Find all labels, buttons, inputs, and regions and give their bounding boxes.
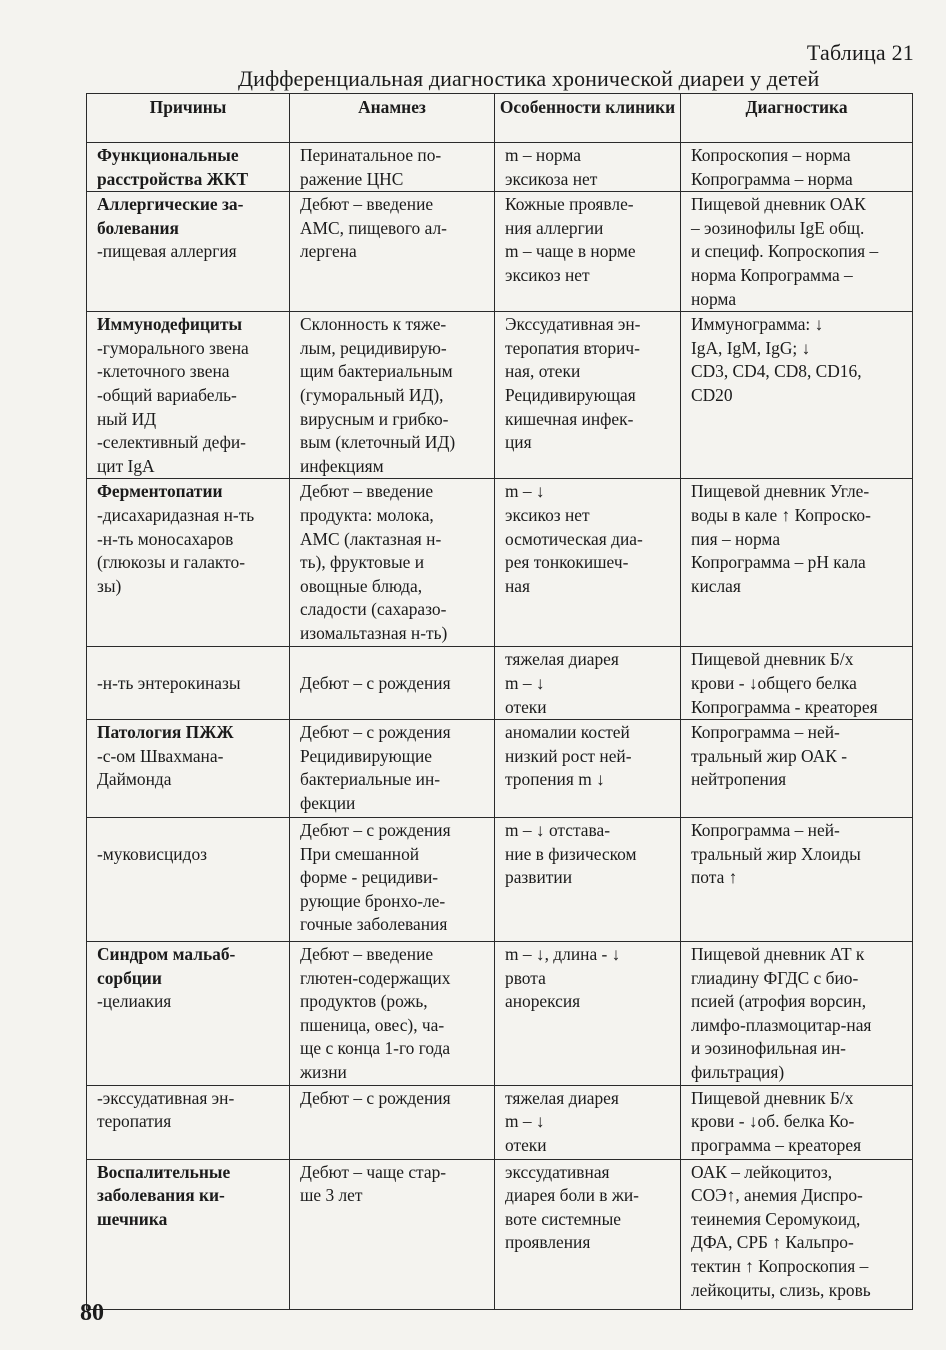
cause-line: -экссудативная эн- bbox=[97, 1087, 235, 1108]
cell-line: Пищевой дневник АТ к bbox=[691, 944, 865, 965]
cell-line: теропатия вторич- bbox=[505, 337, 640, 358]
table-row bbox=[87, 1085, 913, 1159]
cell-line: ДФА, СРБ ↑ Кальпро- bbox=[691, 1232, 854, 1253]
cell-line: глютен-содержащих bbox=[300, 967, 451, 988]
cause-line: шечника bbox=[97, 1208, 168, 1229]
cell-line: ния аллергии bbox=[505, 217, 604, 238]
cell-line: ная, отеки bbox=[505, 361, 581, 382]
cause-line: -муковисцидоз bbox=[97, 843, 208, 864]
cell-line: Иммунограмма: ↓ bbox=[691, 314, 824, 335]
cause-cell bbox=[87, 1085, 290, 1159]
cell-line: Дебют – с рождения bbox=[300, 1087, 451, 1108]
anamnesis-cell bbox=[290, 143, 495, 192]
cell-line: вирусным и грибко- bbox=[300, 408, 449, 429]
clinic-cell bbox=[495, 479, 681, 647]
cell-line: тяжелая диарея bbox=[505, 649, 619, 670]
diagnostics-cell bbox=[681, 942, 913, 1086]
cell-line: бактериальные ин- bbox=[300, 769, 441, 790]
cell-line: АМС (лактазная н- bbox=[300, 528, 442, 549]
cell-line: Дебют – с рождения bbox=[300, 672, 451, 693]
cell-line: Дебют – с рождения bbox=[300, 820, 451, 841]
cell-line: нейтропения bbox=[691, 769, 787, 790]
diagnostics-cell bbox=[681, 647, 913, 720]
cell-line: Кожные проявле- bbox=[505, 194, 634, 215]
cell-line bbox=[300, 648, 489, 672]
cause-line: Функциональные bbox=[97, 145, 239, 165]
cell-line: диарея боли в жи- bbox=[505, 1185, 639, 1206]
cause-line: теропатия bbox=[97, 1111, 172, 1132]
cause-cell bbox=[87, 312, 290, 479]
cell-line: глиадину ФГДС с био- bbox=[691, 967, 859, 988]
cause-cell bbox=[87, 942, 290, 1086]
cell-line: m – норма bbox=[505, 145, 581, 165]
page-number: 80 bbox=[80, 1300, 104, 1326]
cell-line: эксикоза нет bbox=[505, 168, 598, 189]
cause-line: Ферментопатии bbox=[97, 481, 223, 502]
cell-line: m – ↓ bbox=[505, 1111, 545, 1132]
cell-line: норма bbox=[691, 288, 737, 309]
cause-line: болевания bbox=[97, 217, 179, 238]
header-diagnostics: Диагностика bbox=[681, 94, 913, 143]
cell-line: ше 3 лет bbox=[300, 1185, 363, 1206]
cell-line: Дебют – введение bbox=[300, 481, 434, 502]
cause-cell bbox=[87, 720, 290, 818]
cell-line: m – ↓, длина - ↓ bbox=[505, 944, 621, 965]
cause-line bbox=[97, 819, 284, 843]
cell-line: щим бактериальным bbox=[300, 361, 453, 382]
cell-line: Рецидивирующие bbox=[300, 745, 433, 766]
cause-line: -н-ть моносахаров bbox=[97, 528, 234, 549]
header-anamnesis: Анамнез bbox=[290, 94, 495, 143]
cell-line: псией (атрофия ворсин, bbox=[691, 991, 867, 1012]
cell-line: норма Копрограмма – bbox=[691, 264, 853, 285]
anamnesis-cell bbox=[290, 1159, 495, 1309]
cell-line: изомальтазная н-ть) bbox=[300, 622, 448, 643]
cell-line: Перинатальное по- bbox=[300, 145, 442, 165]
cell-line: проявления bbox=[505, 1232, 591, 1253]
cell-line: воды в кале ↑ Копроско- bbox=[691, 504, 871, 525]
cause-line: -целиакия bbox=[97, 991, 172, 1012]
cell-line: Пищевой дневник Угле- bbox=[691, 481, 870, 502]
cell-line: осмотическая диа- bbox=[505, 528, 643, 549]
cause-cell bbox=[87, 1159, 290, 1309]
table-title: Дифференциальная диагностика хронической диареи у детей bbox=[238, 66, 820, 91]
cell-line: рвота bbox=[505, 967, 546, 988]
cell-line: тяжелая диарея bbox=[505, 1087, 619, 1108]
cell-line: эксикоз нет bbox=[505, 264, 590, 285]
cell-line: гочные заболевания bbox=[300, 914, 448, 935]
table-row bbox=[87, 479, 913, 647]
cause-line: -пищевая аллергия bbox=[97, 241, 237, 262]
header-clinical-features: Особенности клиники bbox=[495, 94, 681, 143]
cell-line: эксикоз нет bbox=[505, 504, 590, 525]
cell-line: фекции bbox=[300, 792, 356, 813]
anamnesis-cell bbox=[290, 479, 495, 647]
cause-line: зы) bbox=[97, 575, 122, 596]
cell-line: Копроскопия – норма bbox=[691, 145, 851, 165]
diagnostics-cell bbox=[681, 479, 913, 647]
cell-line: Дебют – введение bbox=[300, 194, 434, 215]
clinic-cell bbox=[495, 192, 681, 312]
cause-line: сорбции bbox=[97, 967, 162, 988]
anamnesis-cell bbox=[290, 192, 495, 312]
cell-line: программа – креаторея bbox=[691, 1134, 862, 1155]
cell-line: АМС, пищевого ал- bbox=[300, 217, 447, 238]
cell-line: лейкоциты, слизь, кровь bbox=[691, 1279, 871, 1300]
table-number: Таблица 21 bbox=[806, 40, 914, 65]
table-row bbox=[87, 1159, 913, 1309]
cell-line: рея тонкокишеч- bbox=[505, 552, 629, 573]
table-row bbox=[87, 312, 913, 479]
cell-line: и эозинофильная ин- bbox=[691, 1038, 846, 1059]
cell-line: кишечная инфек- bbox=[505, 408, 634, 429]
clinic-cell bbox=[495, 1159, 681, 1309]
cell-line: – эозинофилы IgE общ. bbox=[691, 217, 865, 238]
cause-cell bbox=[87, 647, 290, 720]
cell-line: теинемия Серомукоид, bbox=[691, 1208, 861, 1229]
cause-line: Даймонда bbox=[97, 769, 172, 790]
table-row bbox=[87, 143, 913, 192]
diagnostics-cell bbox=[681, 312, 913, 479]
clinic-cell bbox=[495, 312, 681, 479]
cell-line: фильтрация) bbox=[691, 1062, 785, 1083]
cell-line: кислая bbox=[691, 575, 741, 596]
cause-line: -дисахаридазная н-ть bbox=[97, 504, 255, 525]
cell-line: IgA, IgM, IgG; ↓ bbox=[691, 337, 811, 358]
anamnesis-cell bbox=[290, 1085, 495, 1159]
cell-line: Дебют – с рождения bbox=[300, 722, 451, 743]
cell-line: лимфо-плазмоцитар-ная bbox=[691, 1014, 872, 1035]
clinic-cell bbox=[495, 143, 681, 192]
cause-cell bbox=[87, 818, 290, 942]
clinic-cell bbox=[495, 647, 681, 720]
cell-line: тральный жир ОАК - bbox=[691, 745, 847, 766]
cause-line bbox=[97, 648, 284, 672]
clinic-cell bbox=[495, 1085, 681, 1159]
anamnesis-cell bbox=[290, 647, 495, 720]
cell-line: (гуморальный ИД), bbox=[300, 384, 444, 405]
cell-line: ще с конца 1-го года bbox=[300, 1038, 451, 1059]
cause-line: Иммунодефициты bbox=[97, 314, 243, 335]
anamnesis-cell bbox=[290, 942, 495, 1086]
cell-line: Пищевой дневник Б/х bbox=[691, 1087, 854, 1108]
cell-line: и специф. Копроскопия – bbox=[691, 241, 879, 262]
cause-line: -клеточного звена bbox=[97, 361, 230, 382]
cell-line: пшеница, овес), ча- bbox=[300, 1014, 445, 1035]
cell-line: вым (клеточный ИД) bbox=[300, 432, 456, 453]
cell-line: ция bbox=[505, 432, 532, 453]
table-row bbox=[87, 942, 913, 1086]
cell-line: жизни bbox=[300, 1062, 347, 1083]
cell-line: m – ↓ bbox=[505, 672, 545, 693]
cell-line: Экссудативная эн- bbox=[505, 314, 641, 335]
table-body bbox=[87, 143, 913, 1310]
clinic-cell bbox=[495, 942, 681, 1086]
cell-line: m – ↓ отстава- bbox=[505, 820, 610, 841]
cause-line: расстройства ЖКТ bbox=[97, 168, 249, 189]
cell-line: Копрограмма – норма bbox=[691, 168, 853, 189]
cell-line: инфекциям bbox=[300, 455, 384, 476]
table-row bbox=[87, 647, 913, 720]
cause-line: Аллергические за- bbox=[97, 194, 244, 215]
cell-line: При смешанной bbox=[300, 843, 420, 864]
table-header-row bbox=[87, 94, 913, 143]
clinic-cell bbox=[495, 818, 681, 942]
cause-line: -общий вариабель- bbox=[97, 384, 237, 405]
clinic-cell bbox=[495, 720, 681, 818]
header-causes: Причины bbox=[87, 94, 290, 143]
cause-line: -гуморального звена bbox=[97, 337, 249, 358]
cause-line: Воспалительные bbox=[97, 1161, 231, 1182]
cause-line: заболевания ки- bbox=[97, 1185, 225, 1206]
cell-line: крови - ↓общего белка bbox=[691, 672, 857, 693]
cell-line: ражение ЦНС bbox=[300, 168, 404, 189]
cell-line: Пищевой дневник Б/х bbox=[691, 649, 854, 670]
diagnostics-cell bbox=[681, 143, 913, 192]
cell-line: анорексия bbox=[505, 991, 581, 1012]
cell-line: овощные блюда, bbox=[300, 575, 423, 596]
cell-line: ная bbox=[505, 575, 531, 596]
cell-line: рующие бронхо-ле- bbox=[300, 890, 446, 911]
anamnesis-cell bbox=[290, 720, 495, 818]
cell-line: CD20 bbox=[691, 384, 733, 405]
cause-line: (глюкозы и галакто- bbox=[97, 552, 246, 573]
cell-line: Пищевой дневник ОАК bbox=[691, 194, 866, 215]
cell-line: m – чаще в норме bbox=[505, 241, 636, 262]
diagnostics-cell bbox=[681, 818, 913, 942]
cause-cell bbox=[87, 479, 290, 647]
cell-line: форме - рецидиви- bbox=[300, 867, 439, 888]
anamnesis-cell bbox=[290, 312, 495, 479]
cause-line: цит IgA bbox=[97, 455, 155, 476]
diagnostics-cell bbox=[681, 1085, 913, 1159]
cause-line: -с-ом Швахмана- bbox=[97, 745, 224, 766]
cause-cell bbox=[87, 192, 290, 312]
cell-line: ть), фруктовые и bbox=[300, 552, 425, 573]
cell-line: лым, рецидивирую- bbox=[300, 337, 447, 358]
cell-line: Копрограмма – ней- bbox=[691, 722, 840, 743]
cell-line: Копрограмма – ней- bbox=[691, 820, 840, 841]
cell-line: тектин ↑ Копроскопия – bbox=[691, 1256, 869, 1277]
cell-line: m – ↓ bbox=[505, 481, 545, 502]
cell-line: ОАК – лейкоцитоз, bbox=[691, 1161, 833, 1182]
cell-line: тральный жир Хлоиды bbox=[691, 843, 861, 864]
cell-line: отеки bbox=[505, 1134, 547, 1155]
cell-line: Дебют – чаще стар- bbox=[300, 1161, 447, 1182]
cell-line: аномалии костей bbox=[505, 722, 630, 743]
cell-line: развитии bbox=[505, 867, 573, 888]
table-row bbox=[87, 818, 913, 942]
cell-line: воте системные bbox=[505, 1208, 622, 1229]
cause-line: -н-ть энтерокиназы bbox=[97, 672, 241, 693]
cell-line: Рецидивирующая bbox=[505, 384, 636, 405]
cell-line: Копрограмма - креаторея bbox=[691, 696, 878, 717]
cell-line: низкий рост ней- bbox=[505, 745, 632, 766]
cell-line: тропения m ↓ bbox=[505, 769, 605, 790]
cause-line: Синдром мальаб- bbox=[97, 944, 236, 965]
differential-diagnosis-table bbox=[86, 93, 913, 1310]
cell-line: пота ↑ bbox=[691, 867, 738, 888]
diagnostics-cell bbox=[681, 192, 913, 312]
cell-line: сладости (сахаразо- bbox=[300, 599, 447, 620]
cell-line: пия – норма bbox=[691, 528, 781, 549]
cell-line: Склонность к тяже- bbox=[300, 314, 447, 335]
cell-line: Дебют – введение bbox=[300, 944, 434, 965]
cell-line: СОЭ↑, анемия Диспро- bbox=[691, 1185, 863, 1206]
cause-line: -селективный дефи- bbox=[97, 432, 246, 453]
diagnostics-cell bbox=[681, 1159, 913, 1309]
cell-line: CD3, CD4, CD8, CD16, bbox=[691, 361, 862, 382]
cell-line: отеки bbox=[505, 696, 547, 717]
cause-line: Патология ПЖЖ bbox=[97, 722, 234, 743]
cell-line: ние в физическом bbox=[505, 843, 637, 864]
anamnesis-cell bbox=[290, 818, 495, 942]
table-row bbox=[87, 720, 913, 818]
diagnostics-cell bbox=[681, 720, 913, 818]
cell-line: продукта: молока, bbox=[300, 504, 434, 525]
cell-line: продуктов (рожь, bbox=[300, 991, 428, 1012]
cause-cell bbox=[87, 143, 290, 192]
cell-line: Копрограмма – pH кала bbox=[691, 552, 866, 573]
table-row bbox=[87, 192, 913, 312]
cell-line: лергена bbox=[300, 241, 357, 262]
cell-line: крови - ↓об. белка Ко- bbox=[691, 1111, 855, 1132]
cell-line: экссудативная bbox=[505, 1161, 610, 1182]
cause-line: ный ИД bbox=[97, 408, 157, 429]
